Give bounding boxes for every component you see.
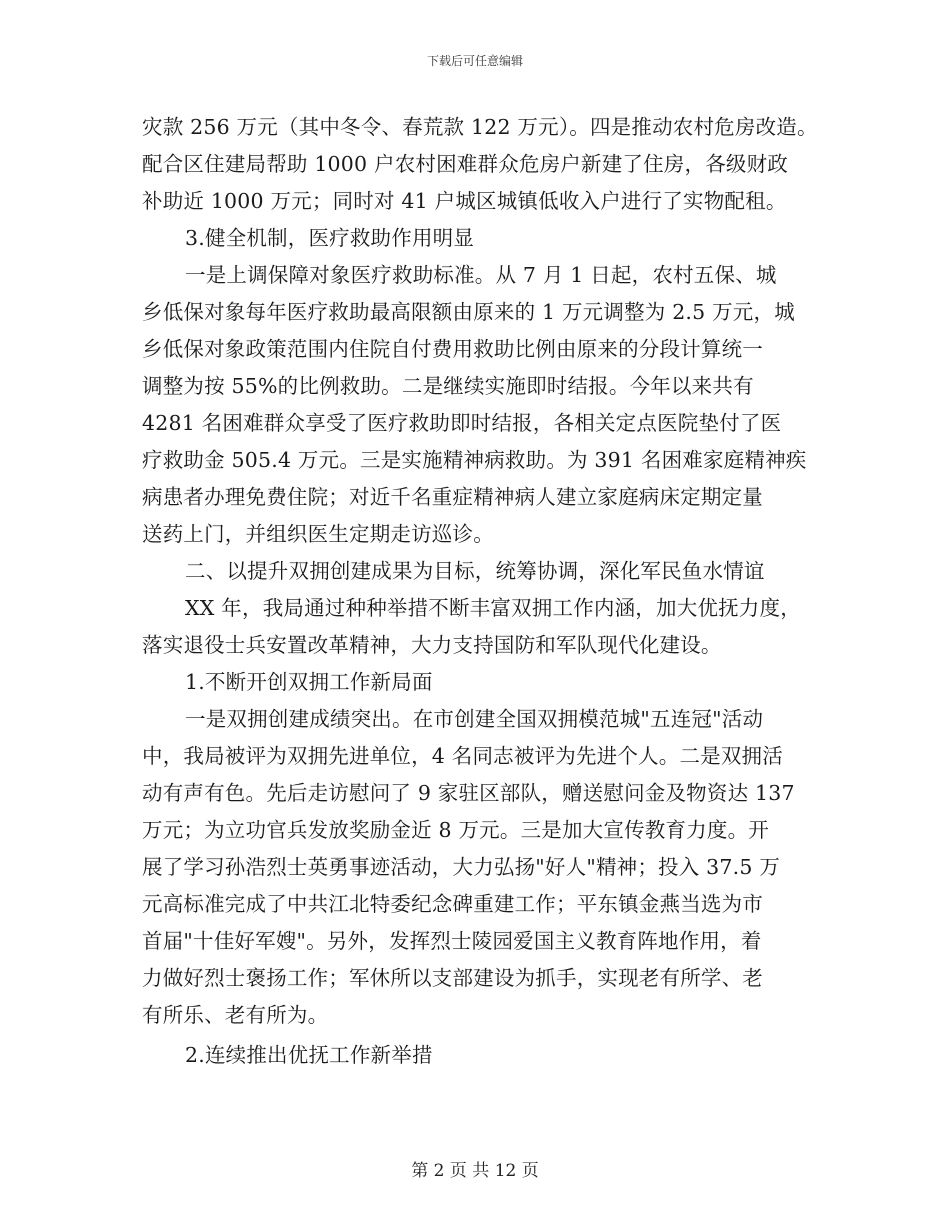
- body-line: 力做好烈士褒扬工作；军休所以支部建设为抓手，实现老有所学、老: [142, 966, 763, 990]
- body-line: 有所乐、老有所为。: [142, 1003, 329, 1027]
- body-line: 首届"十佳好军嫂"。另外，发挥烈士陵园爱国主义教育阵地作用，着: [142, 929, 762, 953]
- body-line: 元高标准完成了中共江北特委纪念碑重建工作；平东镇金燕当选为市: [142, 892, 763, 916]
- body-line: XX 年，我局通过种种举措不断丰富双拥工作内涵，加大优抚力度，: [185, 596, 801, 620]
- body-line: 一是双拥创建成绩突出。在市创建全国双拥模范城"五连冠"活动: [185, 707, 764, 731]
- body-line: 落实退役士兵安置改革精神，大力支持国防和军队现代化建设。: [142, 633, 722, 657]
- body-line: 展了学习孙浩烈士英勇事迹活动，大力弘扬"好人"精神；投入 37.5 万: [142, 855, 781, 879]
- body-line: 乡低保对象政策范围内住院自付费用救助比例由原来的分段计算统一: [142, 337, 763, 361]
- body-line: 中，我局被评为双拥先进单位，4 名同志被评为先进个人。二是双拥活: [142, 744, 783, 768]
- section-heading: 1.不断开创双拥工作新局面: [185, 670, 433, 694]
- body-line: 补助近 1000 万元；同时对 41 户城区城镇低收入户进行了实物配租。: [142, 189, 787, 213]
- body-line: 调整为按 55%的比例救助。二是继续实施即时结报。今年以来共有: [142, 374, 754, 398]
- body-line: 4281 名困难群众享受了医疗救助即时结报，各相关定点医院垫付了医: [142, 411, 782, 435]
- body-line: 动有声有色。先后走访慰问了 9 家驻区部队，赠送慰问金及物资达 137: [142, 781, 795, 805]
- page-header: 下载后可任意编辑: [426, 54, 523, 68]
- section-heading: 2.连续推出优抚工作新举措: [185, 1043, 433, 1067]
- page-footer: 第 2 页 共 12 页: [411, 1161, 539, 1181]
- body-line: 病患者办理免费住院；对近千名重症精神病人建立家庭病床定期定量: [142, 485, 763, 509]
- section-heading: 二、以提升双拥创建成果为目标，统筹协调，深化军民鱼水情谊: [185, 559, 765, 583]
- body-line: 灾款 256 万元（其中冬令、春荒款 122 万元）。四是推动农村危房改造。: [142, 115, 818, 139]
- section-heading: 3.健全机制，医疗救助作用明显: [185, 226, 475, 250]
- body-line: 送药上门，并组织医生定期走访巡诊。: [142, 522, 494, 546]
- body-line: 万元；为立功官兵发放奖励金近 8 万元。三是加大宣传教育力度。开: [142, 818, 769, 842]
- body-line: 一是上调保障对象医疗救助标准。从 7 月 1 日起，农村五保、城: [185, 263, 777, 287]
- body-line: 配合区住建局帮助 1000 户农村困难群众危房户新建了住房，各级财政: [142, 152, 789, 176]
- body-line: 疗救助金 505.4 万元。三是实施精神病救助。为 391 名困难家庭精神疾: [142, 448, 807, 472]
- body-line: 乡低保对象每年医疗救助最高限额由原来的 1 万元调整为 2.5 万元，城: [142, 300, 795, 324]
